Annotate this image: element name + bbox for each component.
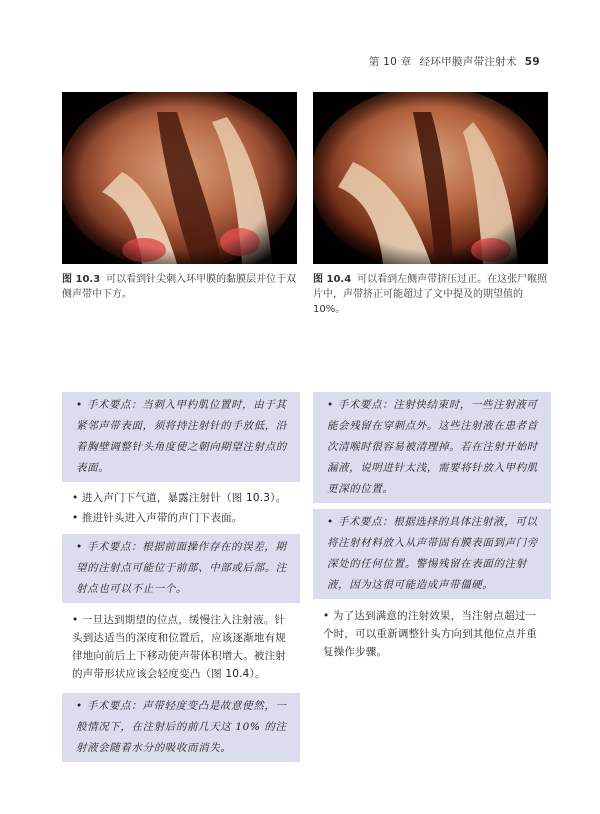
left-column <box>62 392 300 762</box>
bullet-item: • 为了达到满意的注射效果，当注射点超过一个时，可以重新调整针头方向到其他位点并重复操作步骤。 <box>323 610 537 658</box>
surgical-tip-box: • 手术要点：根据前面操作存在的误差，期望的注射点可能位于前部、中部或后部。注射点也可以不止一个。 <box>62 534 300 603</box>
figure-number: 图 10.4 <box>313 274 352 285</box>
chapter-number: 第 10 章 <box>368 56 412 68</box>
figure-caption-text: 可以看到左侧声带挤压过正。在这张尸喉照片中，声带挤正可能超过了文中提及的期望值的 10%。 <box>313 274 548 315</box>
figure-10-3-caption <box>62 272 300 302</box>
figure-caption-text: 可以看到针尖刺入环甲膜的黏膜层并位于双侧声带中下方。 <box>62 274 297 300</box>
figure-10-3-image <box>62 92 297 264</box>
bullet-item: • 进入声门下气道，暴露注射针（图 10.3）。 <box>72 492 287 504</box>
surgical-tip-box: • 手术要点：当刺入甲杓肌位置时，由于其紧邻声带表面，须将持注射针的手放低，沿着胸壁调整针头角度使之朝向期望注射点的表面。 <box>62 392 300 482</box>
figure-number: 图 10.3 <box>62 274 101 285</box>
figure-10-4-caption <box>313 272 551 317</box>
surgical-tip-box: • 手术要点：根据选择的具体注射液，可以将注射材料放入从声带固有膜表面到声门旁深处的任何位置。警惕残留在表面的注射液，因为这很可能造成声带僵硬。 <box>313 509 551 599</box>
bullet-item: • 推进针头进入声带的声门下表面。 <box>72 512 243 524</box>
chapter-title: 经环甲膜声带注射术 <box>419 56 517 68</box>
bullet-item: • 一旦达到期望的位点，缓慢注入注射液。针头到达适当的深度和位置后，应该逐渐地有规律地向前后上下移动使声带体积增大。被注射的声带形状应该会轻度变凸（图 10.4）。 <box>72 614 286 680</box>
right-column <box>313 392 551 663</box>
surgical-tip-box: • 手术要点：注射快结束时，一些注射液可能会残留在穿刺点外。这些注射液在患者首次清喉时很容易被清理掉。若在注射开始时漏液，说明进针太浅，需要将针放入甲杓肌更深的位置。 <box>313 392 551 503</box>
surgical-tip-box: • 手术要点：声带轻度变凸是故意使然，一般情况下，在注射后的前几天这 10% 的注射液会随着水分的吸收而消失。 <box>62 693 300 762</box>
page-number: 59 <box>524 56 540 68</box>
running-header <box>369 54 540 69</box>
figure-10-4-image <box>313 92 548 264</box>
